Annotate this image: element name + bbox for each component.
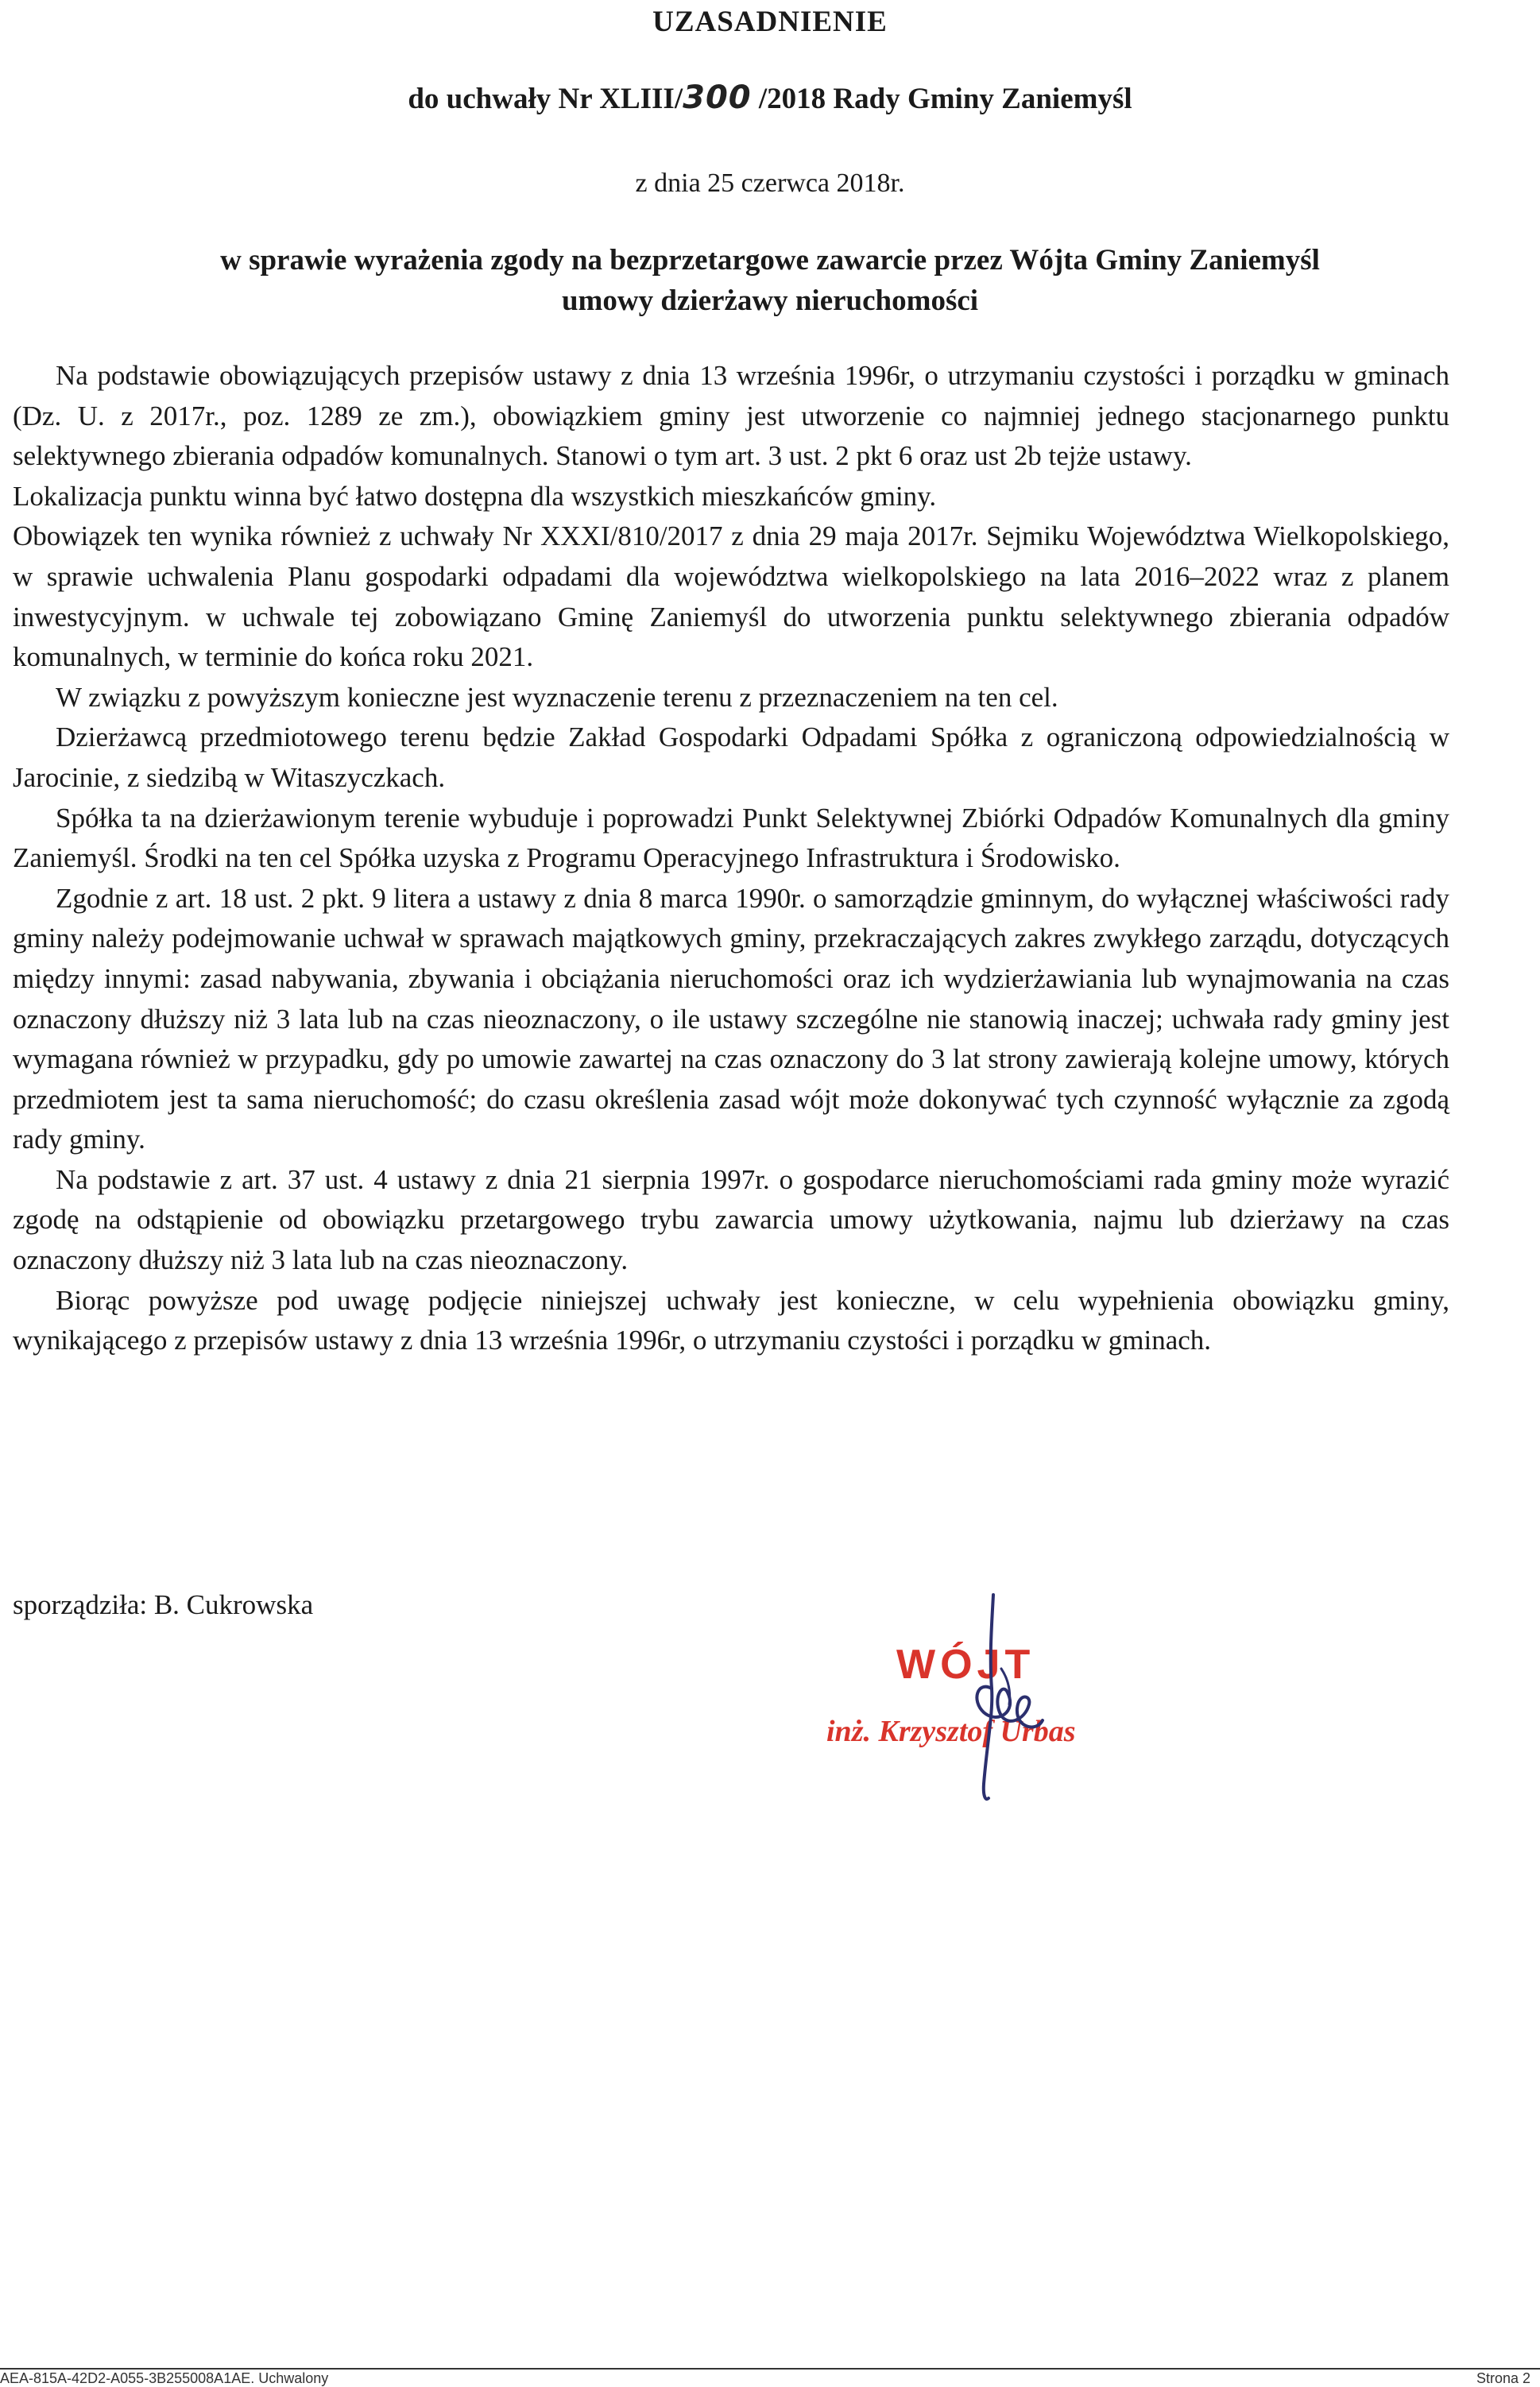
paragraph: Dzierżawcą przedmiotowego terenu będzie Zakład Gospodarki Odpadami Spółka z ograniczoną odpowiedzialnością w Jarocinie, z siedzibą w Witaszyczkach. — [13, 722, 1449, 793]
handwritten-signature-icon — [898, 1593, 1089, 1808]
official-stamp — [803, 1593, 1152, 1808]
footer-page-number: Strona 2 — [1476, 2370, 1530, 2386]
resolution-subject — [0, 240, 1540, 321]
resolution-date: z dnia 25 czerwca 2018r. — [635, 168, 905, 198]
paragraph: Biorąc powyższe pod uwagę podjęcie niniejszej uchwały jest konieczne, w celu wypełnienia obowiązku gminy, wynikającego z przepisów ustawy z dnia 13 września 1996r, o utrzymaniu czystości i porządku w gminach. — [13, 1284, 1449, 1356]
justification-body — [13, 356, 1449, 1361]
paragraph: Spółka ta na dzierżawionym terenie wybuduje i poprowadzi Punkt Selektywnej Zbiórki Odpadów Komunalnych dla gminy Zaniemyśl. Środki na ten cel Spółka uzyska z Programu Operacyjnego Infrastruktura i Środowisko. — [13, 802, 1449, 874]
document-title: UZASADNIENIE — [652, 6, 888, 38]
subject-line-1: w sprawie wyrażenia zgody na bezprzetargowe zawarcie przez Wójta Gminy Zaniemyśl — [220, 244, 1320, 277]
paragraph: Na podstawie z art. 37 ust. 4 ustawy z dnia 21 sierpnia 1997r. o gospodarce nieruchomościami rada gminy może wyrazić zgodę na odstąpienie od obowiązku przetargowego trybu zawarcia umowy użytkowania, najmu lub dzierżawy na czas oznaczony dłuższy niż 3 lata lub na czas nieoznaczony. — [13, 1163, 1449, 1276]
resolution-reference — [0, 79, 1540, 116]
footer-divider — [0, 2368, 1540, 2370]
paragraph: W związku z powyższym konieczne jest wyznaczenie terenu z przeznaczeniem na ten cel. — [56, 681, 1058, 713]
paragraph: Lokalizacja punktu winna być łatwo dostępna dla wszystkich mieszkańców gminy. — [13, 480, 937, 512]
stamp-title: WÓJT — [896, 1642, 1035, 1688]
paragraph: Obowiązek ten wynika również z uchwały Nr XXXI/810/2017 z dnia 29 maja 2017r. Sejmiku Województwa Wielkopolskiego, w sprawie uchwalenia Planu gospodarki odpadami dla województwa wielkopolskiego na lata 2016–2022 wraz z planem inwestycyjnym. w uchwale tej zobowiązano Gminę Zaniemyśl do utworzenia punktu selektywnego zbierania odpadów komunalnych, w terminie do końca roku 2021. — [13, 520, 1449, 673]
paragraph: Zgodnie z art. 18 ust. 2 pkt. 9 litera a ustawy z dnia 8 marca 1990r. o samorządzie gminnym, do wyłącznej właściwości rady gminy należy podejmowanie uchwał w sprawach majątkowych gminy, przekraczających zakres zwykłego zarządu, dotyczących między innymi: zasad nabywania, zbywania i obciążania nieruchomości oraz ich wydzierżawiania lub wynajmowania na czas oznaczony dłuższy niż 3 lata lub na czas nieoznaczony, o ile ustawy szczególne nie stanowią inaczej; uchwała rady gminy jest wymagana również w przypadku, gdy po umowie zawartej na czas oznaczony do 3 lat strony zawierają kolejne umowy, których przedmiotem jest ta sama nieruchomość; do czasu określenia zasad wójt może dokonywać tych czynność wyłącznie za zgodą rady gminy. — [13, 882, 1449, 1155]
resolution-prefix: do uchwały Nr XLIII/ — [408, 83, 683, 115]
subject-line-2: umowy dzierżawy nieruchomości — [561, 284, 979, 317]
resolution-number-handwritten: 300 — [683, 79, 752, 116]
resolution-suffix: /2018 Rady Gminy Zaniemyśl — [751, 83, 1132, 115]
prepared-by: sporządziła: B. Cukrowska — [13, 1589, 314, 1620]
footer-document-id: AEA-815A-42D2-A055-3B255008A1AE. Uchwalony — [0, 2370, 329, 2386]
paragraph: Na podstawie obowiązujących przepisów ustawy z dnia 13 września 1996r, o utrzymaniu czystości i porządku w gminach (Dz. U. z 2017r., poz. 1289 ze zm.), obowiązkiem gminy jest utworzenie co najmniej jednego stacjonarnego punktu selektywnego zbierania odpadów komunalnych. Stanowi o tym art. 3 ust. 2 pkt 6 oraz ust 2b tejże ustawy. — [13, 360, 1449, 472]
stamp-name: inż. Krzysztof Urbas — [826, 1715, 1076, 1748]
